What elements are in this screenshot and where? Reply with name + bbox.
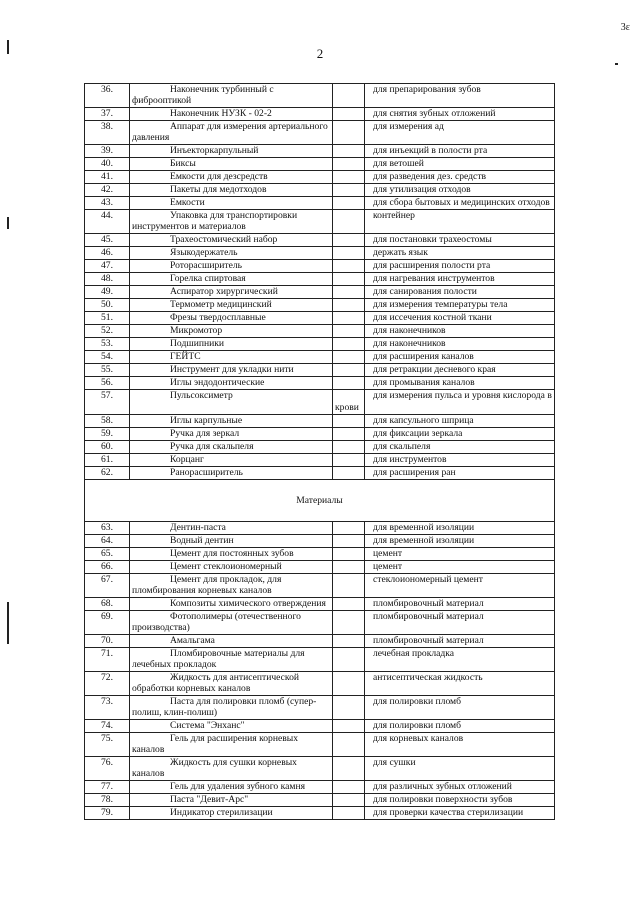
table-row (85, 234, 555, 247)
table-row (85, 286, 555, 299)
row-number: 62. (85, 467, 130, 480)
item-note (333, 325, 365, 338)
row-number: 79. (85, 807, 130, 820)
item-purpose: для полировки поверхности зубов (365, 794, 555, 807)
item-purpose: для сушки (365, 757, 555, 781)
item-name: Емкости для дезсредств (130, 171, 333, 184)
row-number: 41. (85, 171, 130, 184)
corner-mark: 3ɛ (620, 22, 630, 33)
item-note (333, 561, 365, 574)
item-note (333, 522, 365, 535)
item-name: Ранорасширитель (130, 467, 333, 480)
row-number: 69. (85, 611, 130, 635)
table-row (85, 648, 555, 672)
table-row (85, 720, 555, 733)
item-purpose: для капсульного шприца (365, 415, 555, 428)
table-row (85, 574, 555, 598)
row-number: 63. (85, 522, 130, 535)
row-number: 68. (85, 598, 130, 611)
row-number: 37. (85, 108, 130, 121)
item-purpose: для расширения полости рта (365, 260, 555, 273)
scan-mark (7, 217, 9, 229)
item-name: Амальгама (130, 635, 333, 648)
table-row (85, 390, 555, 415)
table-row (85, 733, 555, 757)
item-name: ГЕЙТС (130, 351, 333, 364)
item-purpose: для утилизация отходов (365, 184, 555, 197)
row-number: 50. (85, 299, 130, 312)
item-name: Индикатор стерилизации (130, 807, 333, 820)
item-note (333, 351, 365, 364)
item-purpose: для нагревания инструментов (365, 273, 555, 286)
item-note (333, 454, 365, 467)
item-note (333, 234, 365, 247)
table-row (85, 598, 555, 611)
row-number: 43. (85, 197, 130, 210)
item-note (333, 121, 365, 145)
row-number: 42. (85, 184, 130, 197)
item-purpose: держать язык (365, 247, 555, 260)
item-name: Цемент для прокладок, для пломбирования корневых каналов (130, 574, 333, 598)
item-note (333, 210, 365, 234)
item-name: Аспиратор хирургический (130, 286, 333, 299)
item-purpose: для ветошей (365, 158, 555, 171)
item-name: Паста "Девит-Арс" (130, 794, 333, 807)
item-name: Корцанг (130, 454, 333, 467)
row-number: 78. (85, 794, 130, 807)
table-row (85, 377, 555, 390)
item-note (333, 733, 365, 757)
row-number: 36. (85, 84, 130, 108)
table-row (85, 158, 555, 171)
row-number: 56. (85, 377, 130, 390)
item-note (333, 312, 365, 325)
row-number: 58. (85, 415, 130, 428)
item-purpose: для различных зубных отложений (365, 781, 555, 794)
table-row (85, 171, 555, 184)
table-row (85, 210, 555, 234)
row-number: 60. (85, 441, 130, 454)
table-row (85, 325, 555, 338)
section-title: Материалы (85, 480, 555, 522)
table-row (85, 415, 555, 428)
item-name: Цемент для постоянных зубов (130, 548, 333, 561)
row-number: 45. (85, 234, 130, 247)
table-row (85, 535, 555, 548)
item-name: Фрезы твердосплавные (130, 312, 333, 325)
row-number: 48. (85, 273, 130, 286)
table-row (85, 312, 555, 325)
table-row (85, 84, 555, 108)
item-purpose: пломбировочный материал (365, 598, 555, 611)
item-purpose: для инъекций в полости рта (365, 145, 555, 158)
item-name: Трахеостомический набор (130, 234, 333, 247)
row-number: 55. (85, 364, 130, 377)
page-number: 2 (316, 46, 324, 61)
table-row (85, 794, 555, 807)
item-note (333, 794, 365, 807)
table-row (85, 197, 555, 210)
row-number: 71. (85, 648, 130, 672)
row-number: 53. (85, 338, 130, 351)
item-name: Иглы эндодонтические (130, 377, 333, 390)
item-purpose: для препарирования зубов (365, 84, 555, 108)
table-row (85, 145, 555, 158)
item-purpose: для санирования полости (365, 286, 555, 299)
item-purpose: для временной изоляции (365, 522, 555, 535)
item-name: Горелка спиртовая (130, 273, 333, 286)
row-number: 64. (85, 535, 130, 548)
item-purpose: для фиксации зеркала (365, 428, 555, 441)
item-purpose: для измерения пульса и уровня кислорода в (365, 390, 555, 415)
item-purpose: для скальпеля (365, 441, 555, 454)
item-note (333, 574, 365, 598)
item-purpose: для промывания каналов (365, 377, 555, 390)
item-purpose: для снятия зубных отложений (365, 108, 555, 121)
section-row (85, 480, 555, 522)
item-note (333, 286, 365, 299)
table-row (85, 364, 555, 377)
table-row (85, 273, 555, 286)
item-note: крови (333, 390, 365, 415)
row-number: 38. (85, 121, 130, 145)
row-number: 49. (85, 286, 130, 299)
item-name: Роторасширитель (130, 260, 333, 273)
row-number: 61. (85, 454, 130, 467)
table-row (85, 635, 555, 648)
item-note (333, 720, 365, 733)
item-purpose: для полировки пломб (365, 720, 555, 733)
item-purpose: для ретракции десневого края (365, 364, 555, 377)
row-number: 57. (85, 390, 130, 415)
row-number: 74. (85, 720, 130, 733)
scan-mark (615, 63, 618, 65)
item-note (333, 648, 365, 672)
item-note (333, 364, 365, 377)
item-purpose: цемент (365, 561, 555, 574)
item-name: Наконечник НУЗК - 02-2 (130, 108, 333, 121)
row-number: 52. (85, 325, 130, 338)
table-row (85, 672, 555, 696)
item-purpose: стеклоиономерный цемент (365, 574, 555, 598)
table-row (85, 428, 555, 441)
item-purpose: для наконечников (365, 338, 555, 351)
item-note (333, 338, 365, 351)
row-number: 73. (85, 696, 130, 720)
item-purpose: для полировки пломб (365, 696, 555, 720)
item-purpose: для расширения каналов (365, 351, 555, 364)
row-number: 77. (85, 781, 130, 794)
item-note (333, 535, 365, 548)
item-purpose: антисептическая жидкость (365, 672, 555, 696)
row-number: 75. (85, 733, 130, 757)
item-name: Микромотор (130, 325, 333, 338)
item-name: Иглы карпульные (130, 415, 333, 428)
table-row (85, 454, 555, 467)
row-number: 72. (85, 672, 130, 696)
item-purpose: для постановки трахеостомы (365, 234, 555, 247)
table-row (85, 467, 555, 480)
item-note (333, 197, 365, 210)
item-note (333, 467, 365, 480)
item-note (333, 428, 365, 441)
item-name: Термометр медицинский (130, 299, 333, 312)
item-name: Ручка для скальпеля (130, 441, 333, 454)
item-name: Паста для полировки пломб (супер-полиш, клин-полиш) (130, 696, 333, 720)
item-name: Емкости (130, 197, 333, 210)
table-row (85, 548, 555, 561)
item-note (333, 781, 365, 794)
table-row (85, 338, 555, 351)
row-number: 46. (85, 247, 130, 260)
row-number: 66. (85, 561, 130, 574)
item-note (333, 171, 365, 184)
item-name: Языкодержатель (130, 247, 333, 260)
table-row (85, 522, 555, 535)
item-name: Гель для удаления зубного камня (130, 781, 333, 794)
item-note (333, 672, 365, 696)
row-number: 70. (85, 635, 130, 648)
item-name: Система "Энханс" (130, 720, 333, 733)
item-name: Фотополимеры (отечественного производства) (130, 611, 333, 635)
item-name: Ручка для зеркал (130, 428, 333, 441)
item-note (333, 377, 365, 390)
equipment-table (84, 83, 555, 820)
row-number: 59. (85, 428, 130, 441)
item-purpose: пломбировочный материал (365, 635, 555, 648)
item-note (333, 611, 365, 635)
item-name: Подшипники (130, 338, 333, 351)
item-note (333, 807, 365, 820)
row-number: 76. (85, 757, 130, 781)
item-note (333, 273, 365, 286)
item-name: Пломбировочные материалы для лечебных прокладок (130, 648, 333, 672)
item-note (333, 598, 365, 611)
item-purpose: контейнер (365, 210, 555, 234)
item-name: Упаковка для транспортировки инструментов и материалов (130, 210, 333, 234)
table-row (85, 781, 555, 794)
scan-mark (7, 602, 9, 644)
item-purpose: для корневых каналов (365, 733, 555, 757)
table-row (85, 561, 555, 574)
table-row (85, 807, 555, 820)
table-row (85, 299, 555, 312)
item-purpose: для измерения ад (365, 121, 555, 145)
item-purpose: для иссечения костной ткани (365, 312, 555, 325)
item-purpose: лечебная прокладка (365, 648, 555, 672)
table-row (85, 184, 555, 197)
table-row (85, 611, 555, 635)
table-row (85, 108, 555, 121)
item-purpose: для наконечников (365, 325, 555, 338)
item-note (333, 299, 365, 312)
item-note (333, 158, 365, 171)
item-note (333, 84, 365, 108)
item-purpose: для сбора бытовых и медицинских отходов (365, 197, 555, 210)
item-purpose: для расширения ран (365, 467, 555, 480)
row-number: 44. (85, 210, 130, 234)
table-row (85, 121, 555, 145)
item-note (333, 696, 365, 720)
table-row (85, 757, 555, 781)
item-name: Пульсоксиметр (130, 390, 333, 415)
item-name: Дентин-паста (130, 522, 333, 535)
table-row (85, 351, 555, 364)
item-purpose: цемент (365, 548, 555, 561)
item-note (333, 548, 365, 561)
table-row (85, 696, 555, 720)
table-row (85, 260, 555, 273)
item-note (333, 145, 365, 158)
row-number: 39. (85, 145, 130, 158)
table-row (85, 247, 555, 260)
item-note (333, 757, 365, 781)
row-number: 54. (85, 351, 130, 364)
row-number: 67. (85, 574, 130, 598)
row-number: 47. (85, 260, 130, 273)
row-number: 51. (85, 312, 130, 325)
item-note (333, 635, 365, 648)
item-name: Инструмент для укладки нити (130, 364, 333, 377)
item-name: Цемент стеклоиономерный (130, 561, 333, 574)
item-purpose: пломбировочный материал (365, 611, 555, 635)
item-name: Водный дентин (130, 535, 333, 548)
item-name: Жидкость для антисептической обработки корневых каналов (130, 672, 333, 696)
item-name: Инъекторкарпульный (130, 145, 333, 158)
item-name: Пакеты для медотходов (130, 184, 333, 197)
row-number: 65. (85, 548, 130, 561)
item-name: Гель для расширения корневых каналов (130, 733, 333, 757)
item-name: Наконечник турбинный с фиброоптикой (130, 84, 333, 108)
item-purpose: для инструментов (365, 454, 555, 467)
item-note (333, 260, 365, 273)
item-purpose: для временной изоляции (365, 535, 555, 548)
item-name: Аппарат для измерения артериального давления (130, 121, 333, 145)
item-note (333, 184, 365, 197)
item-note (333, 415, 365, 428)
table-row (85, 441, 555, 454)
item-purpose: для разведения дез. средств (365, 171, 555, 184)
item-name: Биксы (130, 158, 333, 171)
item-note (333, 247, 365, 260)
row-number: 40. (85, 158, 130, 171)
item-note (333, 441, 365, 454)
item-name: Композиты химического отверждения (130, 598, 333, 611)
item-purpose: для проверки качества стерилизации (365, 807, 555, 820)
item-note (333, 108, 365, 121)
item-name: Жидкость для сушки корневых каналов (130, 757, 333, 781)
item-purpose: для измерения температуры тела (365, 299, 555, 312)
